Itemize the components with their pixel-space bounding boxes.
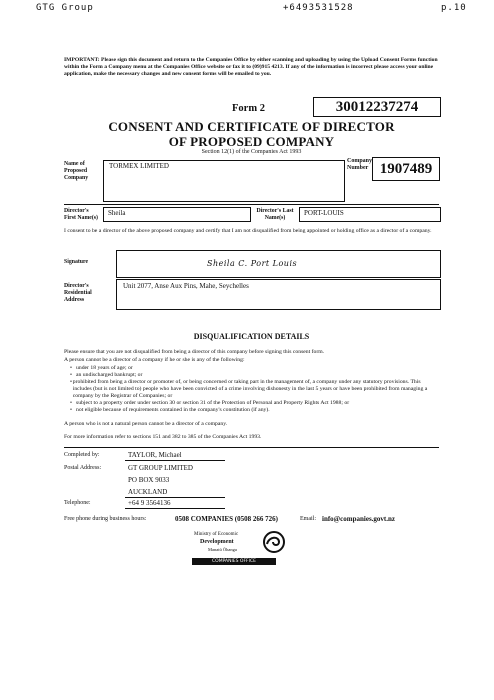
last-name-label: Director's Last Name(s) (256, 208, 294, 221)
freephone-value: 0508 COMPANIES (0508 266 726) (175, 515, 278, 523)
first-names-value: Sheila (108, 209, 126, 217)
logo-line-1: Ministry of Economic (194, 532, 239, 537)
fax-phone: +6493531528 (283, 3, 354, 13)
address-value: Unit 2077, Anse Aux Pins, Mahe, Seychelles (123, 282, 249, 290)
form-label: Form 2 (232, 103, 265, 114)
consent-text: I consent to be a director of the above proposed company and certify that I am not disqualified from being appointed or holding office as a director of a company. (64, 228, 432, 234)
completed-by-label: Completed by: (64, 452, 100, 458)
form-title: CONSENT AND CERTIFICATE OF DIRECTOR (108, 119, 395, 134)
logo-line-2: Development (200, 539, 234, 545)
last-name-value: PORT-LOUIS (304, 209, 344, 217)
email-label: Email: (300, 516, 316, 522)
disqualification-lead: A person cannot be a director of a company if he or she is any of the following: (64, 357, 245, 363)
signature-box (116, 250, 441, 278)
freephone-label: Free phone during business hours: (64, 516, 147, 522)
telephone-value: +64 9 3564136 (128, 499, 171, 507)
company-number-label: Company Number (347, 158, 373, 171)
telephone-label: Telephone: (64, 500, 91, 506)
last-name-field (299, 207, 441, 222)
list-item: • prohibited from being a director or promoter of, or being concerned or taking part in the management of, a company under any statutory provisions. This includes (but is not limited to) people who have been convicted of a crime involving dishonesty in the last 5 years or have been prohibited from managing a company by the Registrar of Companies; or (70, 379, 428, 399)
natural-person-note: A person who is not a natural person cannot be a director of a company. (64, 421, 228, 427)
first-names-field (103, 207, 251, 222)
signature: Sheila C. Port Louis (207, 259, 298, 268)
company-number-value: 1907489 (372, 157, 440, 181)
company-name-value: TORMEX LIMITED (109, 162, 169, 170)
address-field (116, 279, 441, 310)
underline (125, 460, 225, 461)
fax-page: p.10 (441, 3, 467, 13)
more-info-note: For more information refer to sections 151 and 382 to 385 of the Companies Act 1993. (64, 434, 262, 440)
section-reference: Section 12(1) of the Companies Act 1993 (201, 149, 302, 155)
company-name-field (103, 160, 345, 202)
logo-line-3: Manatū Ōhanga (208, 547, 237, 552)
postal-address-label: Postal Address: (64, 465, 102, 471)
ministry-logo (190, 530, 310, 568)
completed-by-value: TAYLOR, Michael (128, 451, 182, 459)
list-item: • an undischarged bankrupt; or (70, 372, 143, 378)
disqualification-intro: Please ensure that you are not disqualified from being a director of this company before signing this consent form. (64, 349, 325, 355)
postal-line: GT GROUP LIMITED (128, 464, 193, 472)
address-label: Director's Residential Address (64, 283, 92, 303)
list-item: • not eligible because of requirements contained in the company's constitution (if any). (70, 407, 270, 413)
first-names-label: Director's First Name(s) (64, 208, 98, 221)
list-item: • under 18 years of age; or (70, 365, 133, 371)
disqualification-heading: DISQUALIFICATION DETAILS (193, 332, 310, 341)
divider (64, 204, 439, 205)
logo-line-4: COMPANIES OFFICE (192, 558, 276, 565)
fax-sender: GTG Group (36, 3, 94, 13)
form-subtitle: OF PROPOSED COMPANY (168, 134, 335, 149)
underline (125, 497, 225, 498)
list-item: • subject to a property order under section 30 or section 31 of the Protection of Personal and Property Rights Act 1988; or (70, 400, 350, 406)
email-value: info@companies.govt.nz (322, 515, 396, 523)
important-note: IMPORTANT: Please sign this document and return to the Companies Office by either scanning and uploading by using the Upload Consent Forms function within the Form a Company menu at the Companies Office website or fax it to (09)915 4213. If any of the information is incorrect please access your online application, make the necessary changes and new consent forms will be emailed to you. (64, 57, 438, 77)
disqualification-list (70, 365, 440, 414)
postal-line: AUCKLAND (128, 488, 168, 496)
form-number: 30012237274 (313, 97, 441, 117)
company-name-label: Name of Proposed Company (64, 161, 89, 181)
signature-label: Signature (64, 259, 89, 265)
divider (64, 447, 439, 448)
koru-icon (262, 530, 286, 554)
postal-line: PO BOX 9033 (128, 476, 170, 484)
underline (125, 508, 225, 509)
